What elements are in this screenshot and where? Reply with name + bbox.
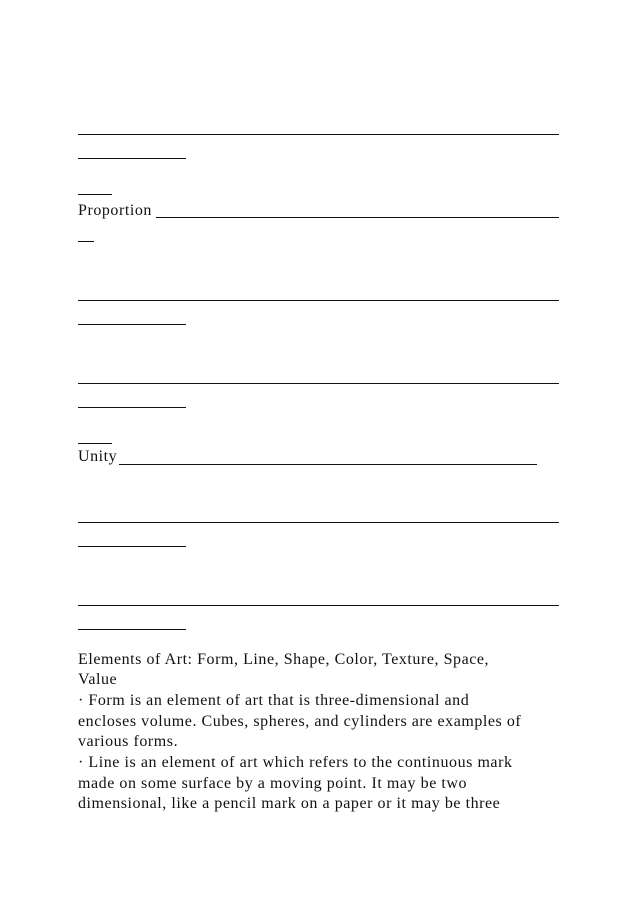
elements-heading-line: Elements of Art: Form, Line, Shape, Color, Texture, Space, [78, 651, 490, 668]
proportion-label: Proportion [78, 202, 152, 219]
elements-heading-line: Value [78, 671, 118, 688]
blank-answer-line [78, 158, 186, 159]
blank-answer-line [78, 522, 559, 523]
blank-answer-line [78, 194, 112, 195]
blank-answer-line [78, 383, 559, 384]
line-description-line: · Line is an element of art which refers to the continuous mark [78, 754, 513, 771]
blank-answer-line [78, 605, 559, 606]
form-description-line: · Form is an element of art that is three-dimensional and [78, 692, 470, 709]
blank-answer-line [78, 134, 559, 135]
blank-answer-line [78, 629, 186, 630]
blank-answer-line [78, 407, 186, 408]
form-description-line: encloses volume. Cubes, spheres, and cylinders are examples of [78, 713, 522, 730]
blank-answer-line [78, 546, 186, 547]
blank-answer-line [78, 241, 94, 242]
unity-label: Unity [78, 448, 118, 465]
proportion-blank-line [156, 217, 559, 218]
form-description-line: various forms. [78, 733, 179, 750]
blank-answer-line [78, 300, 559, 301]
unity-blank-line [119, 464, 537, 465]
line-description-line: made on some surface by a moving point. It may be two [78, 775, 468, 792]
blank-answer-line [78, 324, 186, 325]
line-description-line: dimensional, like a pencil mark on a paper or it may be three [78, 795, 501, 812]
blank-answer-line [78, 443, 112, 444]
